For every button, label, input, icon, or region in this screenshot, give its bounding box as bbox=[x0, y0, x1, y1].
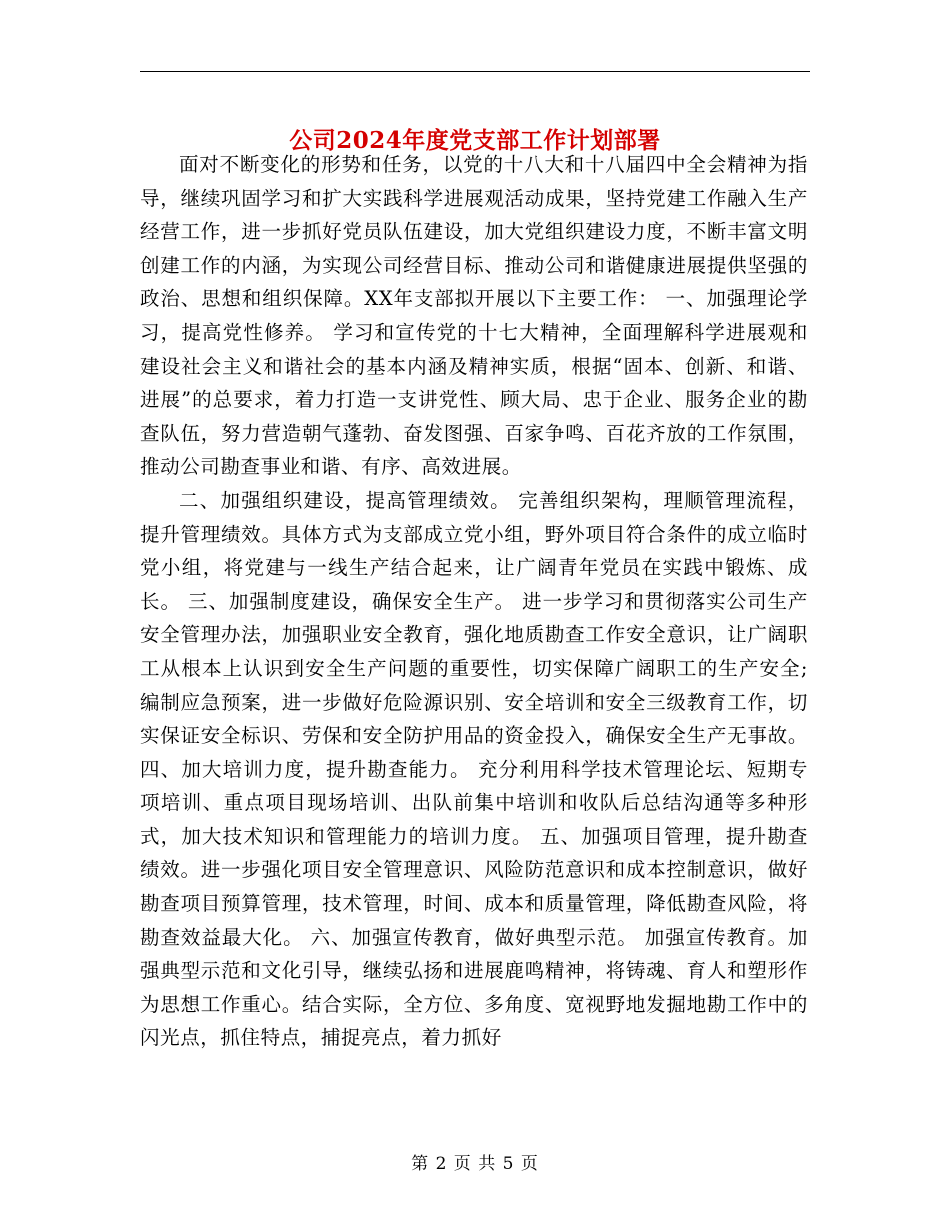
body-paragraph: 面对不断变化的形势和任务，以党的十八大和十八届四中全会精神为指导，继续巩固学习和扩大实践科学进展观活动成果，坚持党建工作融入生产经营工作，进一步抓好党员队伍建设，加大党组织建设力度，不断丰富文明创建工作的内涵，为实现公司经营目标、推动公司和谐健康进展提供坚强的政治、思想和组织保障。XX年支部拟开展以下主要工作： 一、加强理论学习，提高党性修养。 学习和宣传党的十七大精神，全面理解科学进展观和建设社会主义和谐社会的基本内涵及精神实质，根据“固本、创新、和谐、进展”的总要求，着力打造一支讲党性、顾大局、忠于企业、服务企业的勘查队伍，努力营造朝气蓬勃、奋发图强、百家争鸣、百花齐放的工作氛围，推动公司勘查事业和谐、有序、高效进展。 bbox=[140, 153, 808, 479]
body-paragraph: 二、加强组织建设，提高管理绩效。 完善组织架构，理顺管理流程，提升管理绩效。具体方式为支部成立党小组，野外项目符合条件的成立临时党小组，将党建与一线生产结合起来，让广阔青年党员在实践中锻炼、成长。 三、加强制度建设，确保安全生产。 进一步学习和贯彻落实公司生产安全管理办法，加强职业安全教育，强化地质勘查工作安全意识，让广阔职工从根本上认识到安全生产问题的重要性，切实保障广阔职工的生产安全;编制应急预案，进一步做好危险源识别、安全培训和安全三级教育工作，切实保证安全标识、劳保和安全防护用品的资金投入，确保安全生产无事故。 四、加大培训力度，提升勘查能力。 充分利用科学技术管理论坛、短期专项培训、重点项目现场培训、出队前集中培训和收队后总结沟通等多种形式，加大技术知识和管理能力的培训力度。 五、加强项目管理，提升勘查绩效。进一步强化项目安全管理意识、风险防范意识和成本控制意识，做好勘查项目预算管理，技术管理，时间、成本和质量管理，降低勘查风险，将勘查效益最大化。 六、加强宣传教育，做好典型示范。 加强宣传教育。加强典型示范和文化引导，继续弘扬和进展鹿鸣精神，将铸魂、育人和塑形作为思想工作重心。结合实际，全方位、多角度、宽视野地发掘地勘工作中的闪光点，抓住特点，捕捉亮点，着力抓好 bbox=[140, 488, 808, 1050]
document-title: 公司2024年度党支部工作计划部署 bbox=[289, 127, 661, 155]
header-rule bbox=[140, 71, 810, 72]
page-number-footer: 第 2 页 共 5 页 bbox=[411, 1154, 539, 1174]
document-body bbox=[140, 148, 808, 1055]
